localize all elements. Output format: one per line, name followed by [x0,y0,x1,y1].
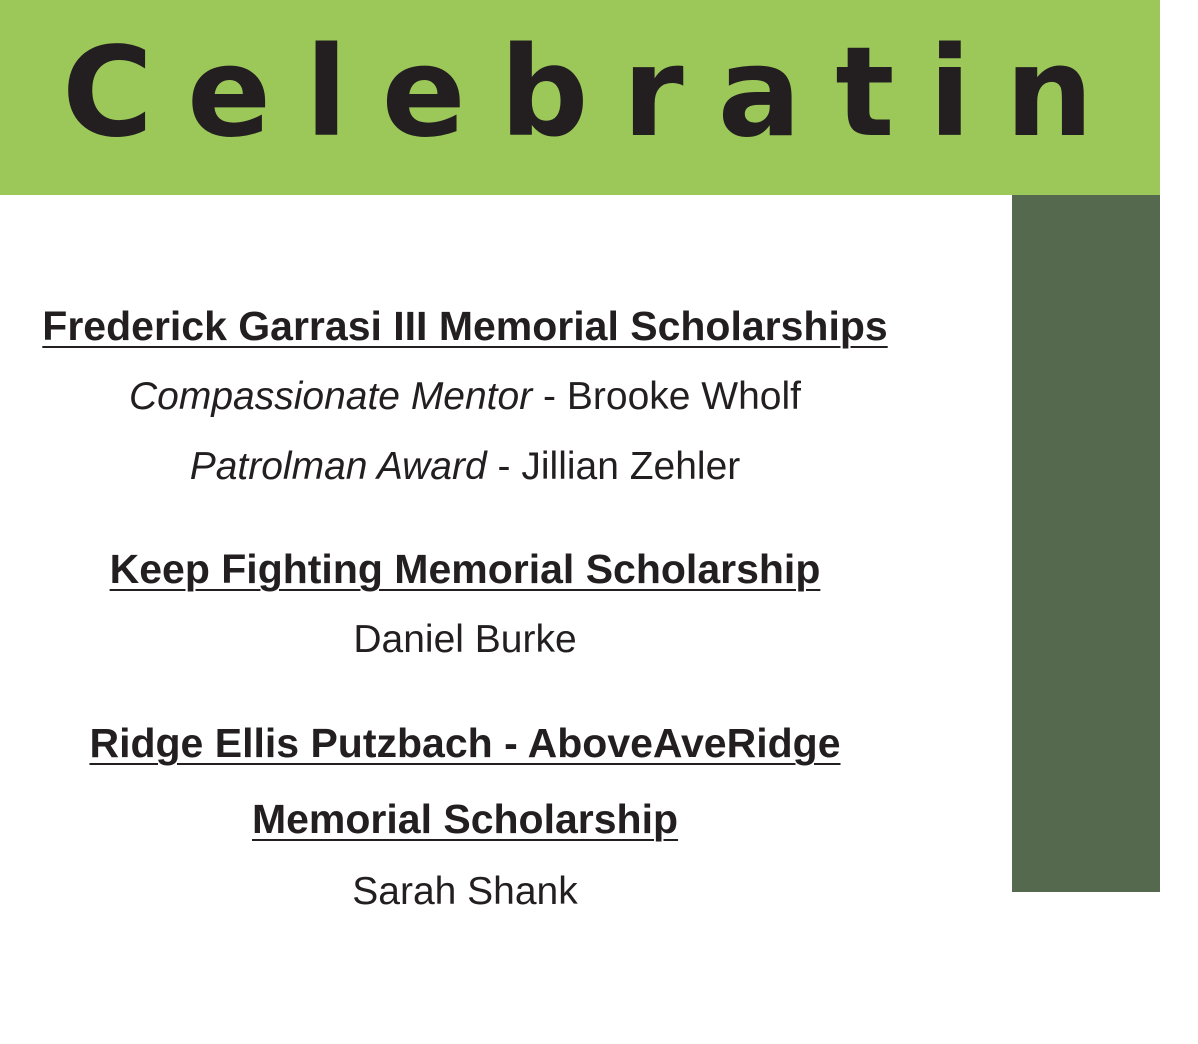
award-heading: Keep Fighting Memorial Scholarship [109,546,821,592]
side-panel [1012,195,1198,1044]
award-heading: Memorial Scholarship [251,796,679,842]
side-panel-letter: S [1098,876,1198,1044]
recipient-line [0,857,930,927]
recipient-name: Brooke Wholf [566,375,801,418]
separator: - [532,375,567,418]
award-section [0,533,930,675]
award-heading: Frederick Garrasi III Memorial Scholarships [42,303,888,349]
title-banner [0,0,1160,195]
award-section [0,705,930,927]
recipient-name: Sarah Shank [352,870,578,913]
awards-list [0,195,930,913]
award-category: Patrolman Award [189,445,487,488]
recipient-line [0,432,930,502]
recipient-name: Jillian Zehler [521,445,741,488]
award-heading: Ridge Ellis Putzbach - AboveAveRidge [89,720,841,766]
award-category: Compassionate Mentor [129,375,533,418]
award-section [0,290,930,502]
banner-title: Celebratin [62,21,1128,165]
recipient-line [0,605,930,675]
separator: - [486,445,522,488]
recipient-name: Daniel Burke [353,618,577,661]
recipient-line [0,362,930,432]
